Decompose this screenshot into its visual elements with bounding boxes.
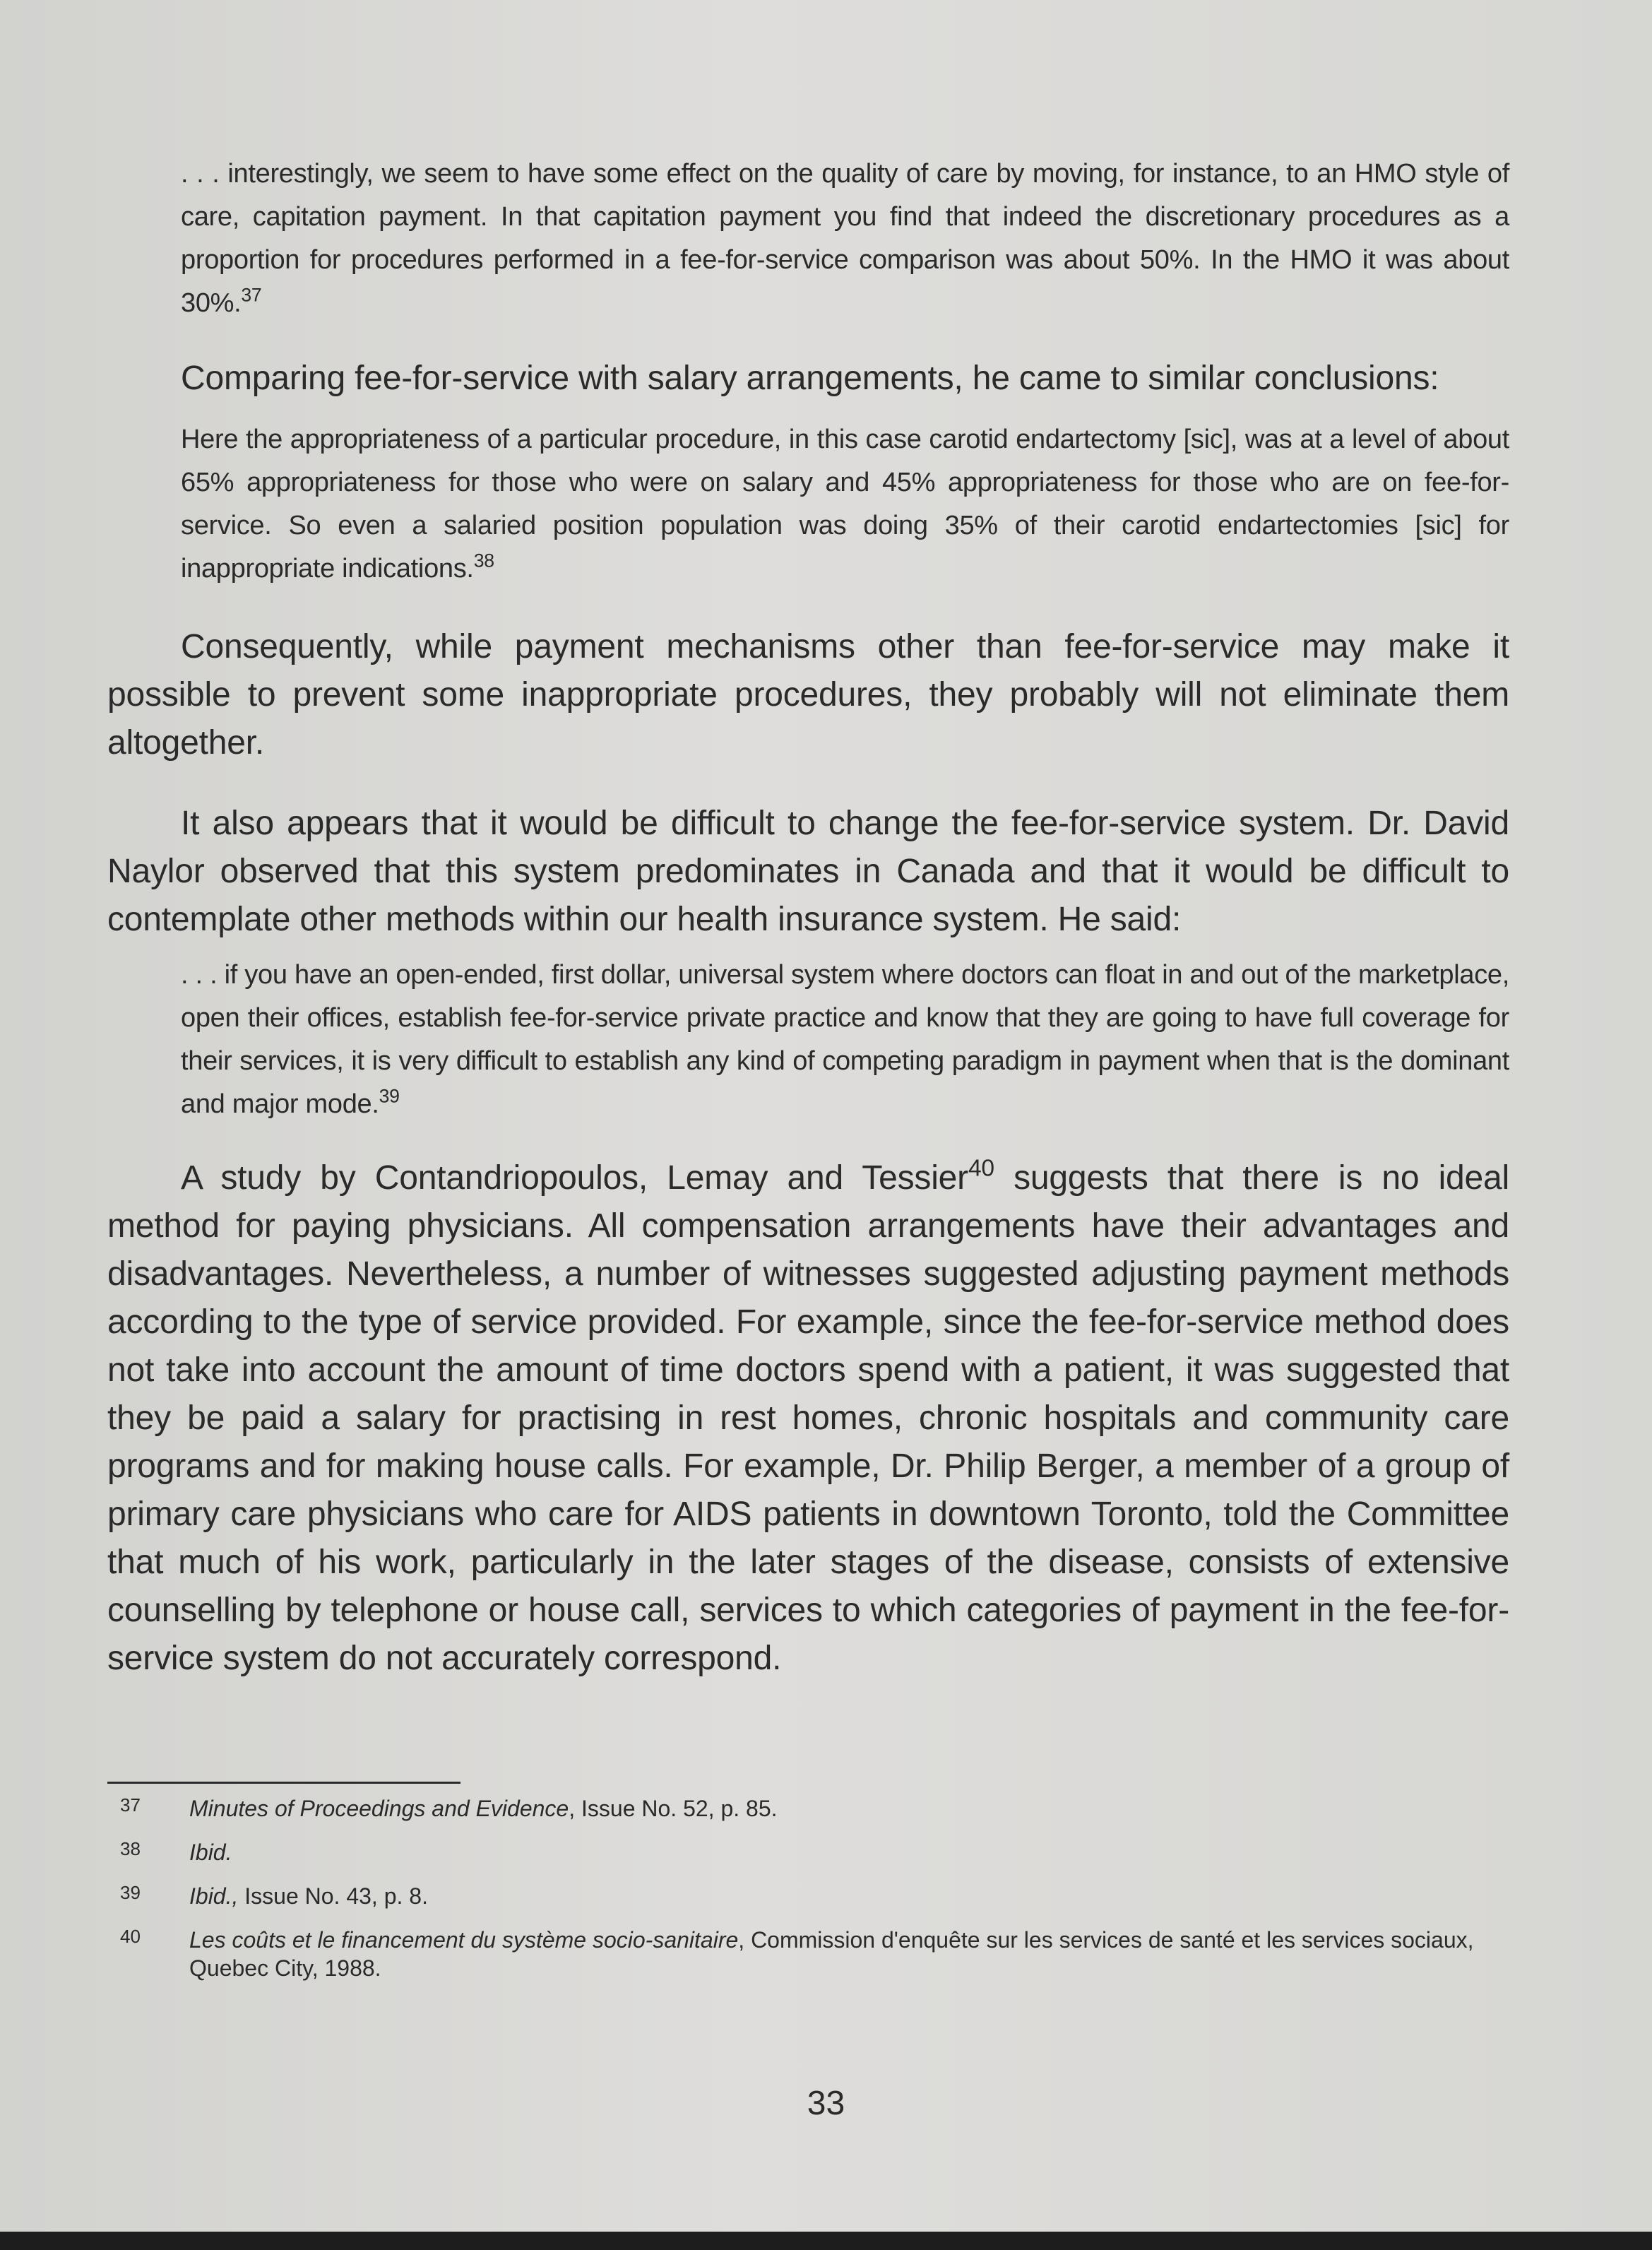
footnote-ref-40[interactable]: 40	[968, 1155, 994, 1182]
footnote-number: 40	[120, 1926, 141, 1947]
footnote-39	[120, 1882, 1504, 1910]
quote-2-text: Here the appropriateness of a particular procedure, in this case carotid endartectomy [sic], was at a level of about 65% appropriateness for those who were on salary and 45% appropriateness for those who are on fee-for-service. So even a salaried position population was doing 35% of their carotid endartectomies [sic] for inappropriate indications.	[181, 425, 1509, 584]
paragraph-a-study-rest: suggests that there is no ideal method for paying physicians. All compensation arrangements have their advantages and disadvantages. Nevertheless, a number of witnesses suggested adjusting payment methods according to the type of service provided. For example, since the fee-for-service method does not take into account the amount of time doctors spend with a patient, it was suggested that they be paid a salary for practising in rest homes, chronic hospitals and community care programs and for making house calls. For example, Dr. Philip Berger, a member of a group of primary care physicians who care for AIDS patients in downtown Toronto, told the Committee that much of his work, particularly in the later stages of the disease, consists of extensive counselling by telephone or house call, services to which categories of payment in the fee-for-service system do not accurately correspond.	[107, 1159, 1509, 1677]
paragraph-comparing: Comparing fee-for-service with salary arrangements, he came to similar conclusions:	[181, 360, 1439, 397]
paragraph-it-also-appears: It also appears that it would be difficult to change the fee-for-service system. Dr. David Naylor observed that this system predominates in Canada and that it would be difficult to contemplate other methods within our health insurance system. He said:	[107, 805, 1509, 938]
footnote-text	[189, 1838, 1504, 1866]
paragraph-a-study-start: A study by Contandriopoulos, Lemay and Tessier	[181, 1159, 968, 1197]
footnote-ref-39[interactable]: 39	[379, 1085, 400, 1107]
footnote-separator	[107, 1782, 460, 1784]
block-quote-3	[181, 954, 1509, 1126]
page-body	[107, 126, 1509, 1683]
footnote-number: 37	[120, 1794, 141, 1816]
footnote-rest: , Issue No. 52, p. 85.	[569, 1796, 778, 1821]
footnote-rest: , Commission d'enquête sur les services de santé et les services sociaux, Quebec City, 1988.	[189, 1927, 1474, 1981]
quote-1-text: . . . interestingly, we seem to have some effect on the quality of care by moving, for instance, to an HMO style of care, capitation payment. In that capitation payment you find that indeed the discretionary procedures as a proportion for procedures performed in a fee-for-service comparison was about 50%. In the HMO it was about 30%.	[181, 159, 1509, 318]
footnote-text	[189, 1794, 1504, 1823]
scan-bottom-edge	[0, 2232, 1652, 2250]
footnote-40	[120, 1926, 1504, 1982]
footnote-number: 38	[120, 1838, 141, 1859]
block-quote-2	[181, 418, 1509, 591]
paragraph-a-study	[107, 1154, 1509, 1683]
footnote-italic-title: Minutes of Proceedings and Evidence	[189, 1796, 569, 1821]
paragraph-consequently: Consequently, while payment mechanisms other than fee-for-service may make it possible to prevent some inappropriate procedures, they probably will not eliminate them altogether.	[107, 628, 1509, 762]
footnote-number: 39	[120, 1882, 141, 1903]
footnote-ref-38[interactable]: 38	[473, 550, 494, 572]
quote-3-text: . . . if you have an open-ended, first dollar, universal system where doctors can float in and out of the marketplace, open their offices, establish fee-for-service private practice and know that they are going to have full coverage for their services, it is very difficult to establish any kind of competing paradigm in payment when that is the dominant and major mode.	[181, 960, 1509, 1119]
block-quote-1	[181, 153, 1509, 325]
footnote-rest: Issue No. 43, p. 8.	[238, 1883, 428, 1909]
footnote-ref-37[interactable]: 37	[241, 284, 262, 306]
footnote-italic-title: Les coûts et le financement du système socio-sanitaire	[189, 1927, 739, 1953]
footnote-italic-title: Ibid.	[189, 1840, 232, 1865]
footnote-text	[189, 1926, 1504, 1982]
footnotes	[120, 1794, 1504, 1998]
page-number: 33	[807, 2085, 845, 2122]
footnote-37	[120, 1794, 1504, 1823]
footnote-38	[120, 1838, 1504, 1866]
footnote-text	[189, 1882, 1504, 1910]
footnote-italic-title: Ibid.,	[189, 1883, 239, 1909]
